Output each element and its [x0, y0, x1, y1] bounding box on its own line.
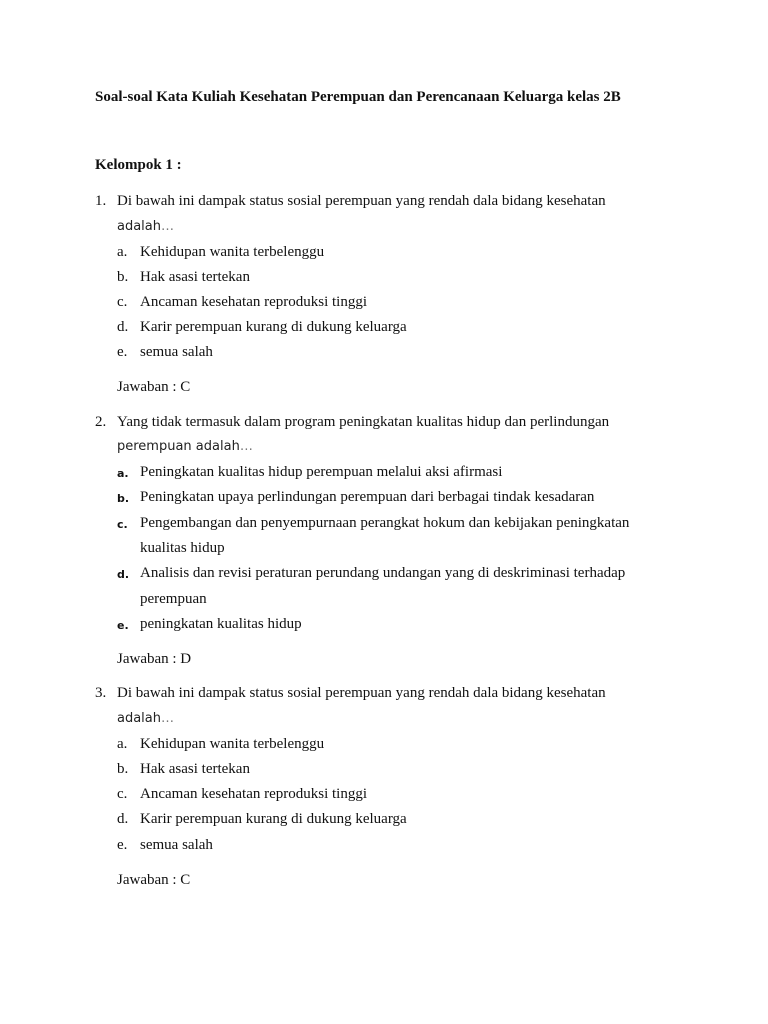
- group-heading: Kelompok 1 :: [95, 157, 182, 173]
- option-text: semua salah: [140, 344, 213, 360]
- question-number: 3.: [95, 685, 107, 701]
- option-text: Hak asasi tertekan: [140, 761, 250, 777]
- option-text-continued: perempuan: [140, 591, 207, 607]
- option-letter: b.: [117, 269, 129, 285]
- option-text: Hak asasi tertekan: [140, 269, 250, 285]
- answer-key: Jawaban : C: [117, 872, 191, 888]
- option-text: semua salah: [140, 837, 213, 853]
- question-text-continued: adalah…: [117, 219, 175, 234]
- option-letter: c.: [117, 518, 128, 531]
- option-letter: b.: [117, 492, 130, 505]
- answer-key: Jawaban : D: [117, 651, 192, 667]
- question-number: 1.: [95, 193, 107, 209]
- option-letter: b.: [117, 761, 129, 777]
- option-letter: e.: [117, 619, 129, 632]
- question-text: Di bawah ini dampak status sosial perempuan yang rendah dala bidang kesehatan: [117, 685, 606, 701]
- option-text: Karir perempuan kurang di dukung keluarga: [140, 811, 407, 827]
- option-text: Ancaman kesehatan reproduksi tinggi: [140, 294, 368, 310]
- option-letter: a.: [117, 736, 128, 752]
- option-text: Peningkatan upaya perlindungan perempuan dari berbagai tindak kesadaran: [140, 489, 595, 505]
- document-title: Soal-soal Kata Kuliah Kesehatan Perempuan dan Perencanaan Keluarga kelas 2B: [95, 89, 621, 105]
- option-letter: d.: [117, 811, 129, 827]
- option-letter: e.: [117, 344, 128, 360]
- option-letter: d.: [117, 568, 130, 581]
- option-text: Peningkatan kualitas hidup perempuan melalui aksi afirmasi: [140, 464, 503, 480]
- option-letter: c.: [117, 294, 128, 310]
- option-text: Kehidupan wanita terbelenggu: [140, 736, 325, 752]
- answer-key: Jawaban : C: [117, 379, 191, 395]
- question-text: Di bawah ini dampak status sosial perempuan yang rendah dala bidang kesehatan: [117, 193, 606, 209]
- question-number: 2.: [95, 414, 107, 430]
- option-letter: c.: [117, 786, 128, 802]
- option-text: Karir perempuan kurang di dukung keluarga: [140, 319, 407, 335]
- option-text: Pengembangan dan penyempurnaan perangkat hokum dan kebijakan peningkatan: [140, 515, 630, 531]
- option-text-continued: kualitas hidup: [140, 540, 225, 556]
- question-text-continued: adalah…: [117, 711, 175, 726]
- question-text-continued: perempuan adalah…: [117, 439, 253, 454]
- option-text: Analisis dan revisi peraturan perundang undangan yang di deskriminasi terhadap: [140, 565, 626, 581]
- option-letter: a.: [117, 467, 129, 480]
- option-text: peningkatan kualitas hidup: [140, 616, 302, 632]
- option-letter: e.: [117, 837, 128, 853]
- question-text: Yang tidak termasuk dalam program peningkatan kualitas hidup dan perlindungan: [117, 414, 610, 430]
- option-letter: d.: [117, 319, 129, 335]
- option-letter: a.: [117, 244, 128, 260]
- option-text: Kehidupan wanita terbelenggu: [140, 244, 325, 260]
- option-text: Ancaman kesehatan reproduksi tinggi: [140, 786, 368, 802]
